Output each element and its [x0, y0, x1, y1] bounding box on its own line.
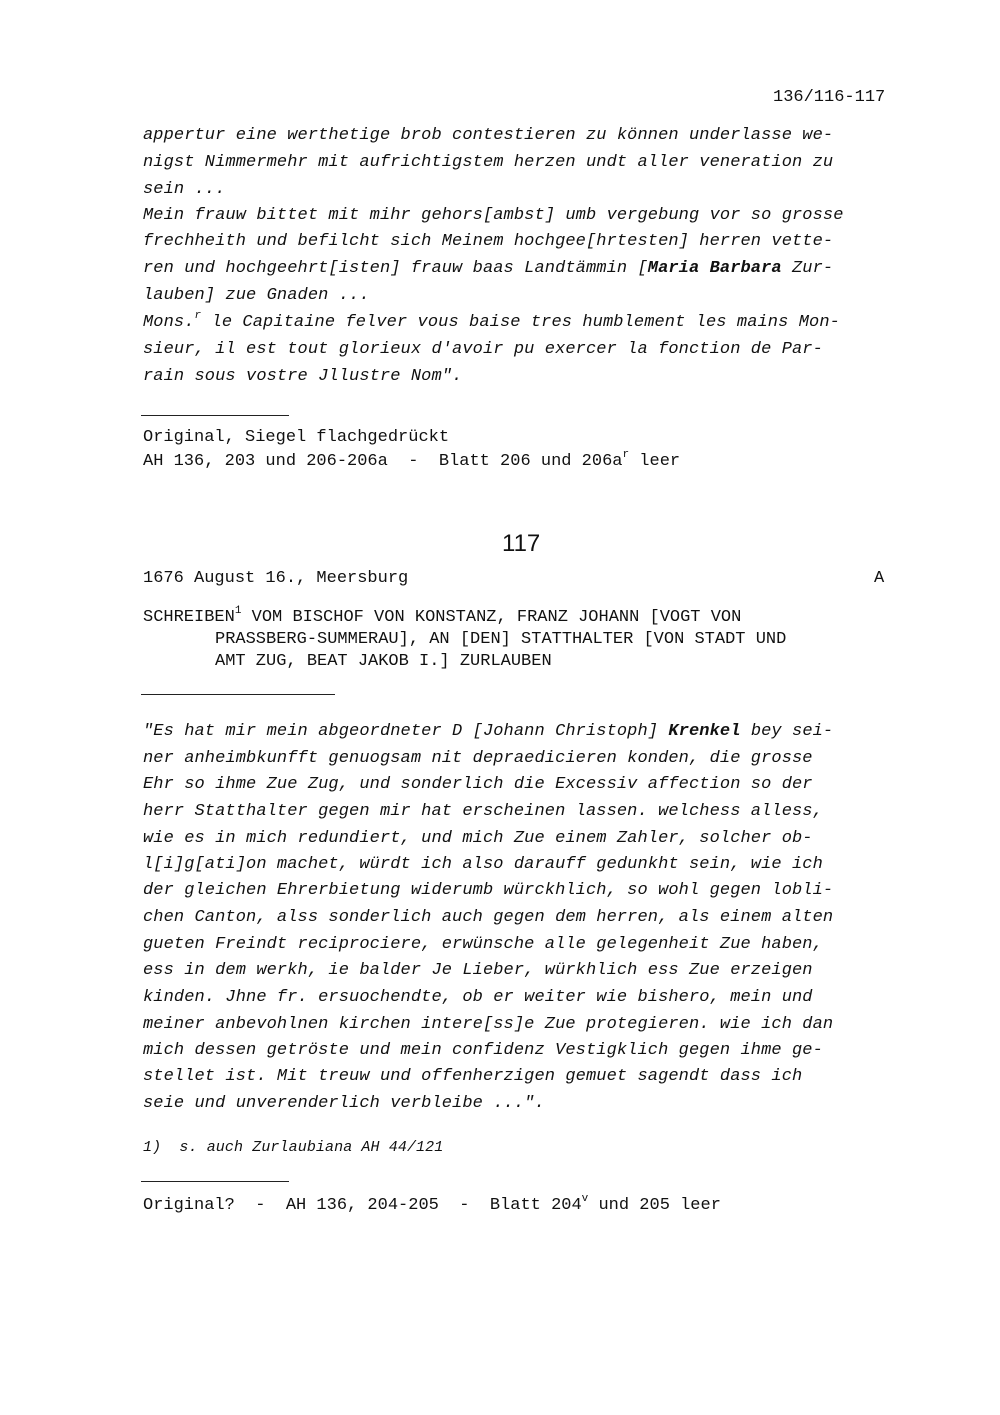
text-line: Mein frauw bittet mit mihr gehors[ambst] umb vergebung vor so grosse	[143, 206, 844, 225]
text-segment: AH 136, 203 und 206-206a - Blatt 206 und 206a	[143, 452, 623, 471]
footnote: 1) s. auch Zurlaubiana AH 44/121	[143, 1139, 444, 1156]
text-segment: "Es hat mir mein abgeordneter D [Johann Christoph]	[143, 722, 669, 741]
document-title-line	[143, 605, 742, 627]
document-category: A	[874, 569, 885, 588]
document-number: 117	[502, 530, 541, 557]
text-segment: VOM BISCHOF VON KONSTANZ, FRANZ JOHANN [VOGT VON	[241, 608, 742, 627]
superscript: r	[622, 449, 630, 461]
text-line: seie und unverenderlich verbleibe ...".	[143, 1094, 545, 1113]
text-line: der gleichen Ehrerbietung widerumb würckhlich, so wohl gegen lobli-	[143, 881, 834, 900]
text-segment: Zur-	[781, 259, 834, 278]
text-line: lauben] zue Gnaden ...	[143, 286, 370, 305]
text-line: gueten Freindt reciprociere, erwünsche alle gelegenheit Zue haben,	[143, 935, 823, 954]
text-line: ess in dem werkh, ie balder Je Lieber, würkhlich ess Zue erzeigen	[143, 961, 813, 980]
text-line	[143, 310, 840, 332]
text-line	[143, 722, 833, 741]
separator-rule	[141, 1181, 289, 1182]
text-line: herr Statthalter gegen mir hat erscheinen lassen. welchess alless,	[143, 802, 823, 821]
text-line: sieur, il est tout glorieux d'avoir pu exercer la fonction de Par-	[143, 340, 823, 359]
text-line: rain sous vostre Jllustre Nom".	[143, 367, 463, 386]
text-segment: Mons.	[143, 313, 195, 332]
separator-rule	[141, 694, 335, 695]
separator-rule	[141, 415, 289, 416]
text-line: mich dessen getröste und mein confidenz Vestigklich gegen ihme ge-	[143, 1041, 823, 1060]
superscript: r	[194, 310, 202, 322]
document-title-line: PRASSBERG-SUMMERAU], AN [DEN] STATTHALTER [VON STADT UND	[215, 630, 787, 649]
text-line: nigst Nimmermehr mit aufrichtigstem herzen undt aller veneration zu	[143, 153, 834, 172]
text-line: chen Canton, alss sonderlich auch gegen dem herren, als einem alten	[143, 908, 834, 927]
text-segment: Original? - AH 136, 204-205 - Blatt 204	[143, 1196, 582, 1215]
text-line: stellet ist. Mit treuw und offenherzigen gemuet sagendt dass ich	[143, 1067, 803, 1086]
person-name: Krenkel	[668, 722, 741, 741]
text-segment: leer	[629, 452, 681, 471]
text-segment: und 205 leer	[588, 1196, 721, 1215]
text-line: frechheith und befilcht sich Meinem hochgee[hrtesten] herren vette-	[143, 232, 834, 251]
text-segment: ren und hochgeehrt[isten] frauw baas Landtämmin [	[143, 259, 648, 278]
text-line: sein ...	[143, 180, 226, 199]
text-segment: bey sei-	[740, 722, 834, 741]
text-segment: SCHREIBEN	[143, 608, 235, 627]
superscript: v	[581, 1193, 589, 1205]
text-segment: le Capitaine felver vous baise tres humblement les mains Mon-	[201, 313, 840, 332]
text-line: appertur eine werthetige brob contestieren zu können underlasse we-	[143, 126, 834, 145]
text-line: ner anheimbkunfft genuogsam nit depraedicieren konden, die grosse	[143, 749, 813, 768]
source-reference	[143, 1193, 721, 1215]
date-place: 1676 August 16., Meersburg	[143, 569, 409, 588]
text-line: kinden. Jhne fr. ersuochendte, ob er weiter wie bishero, mein und	[143, 988, 813, 1007]
text-line: l[i]g[ati]on machet, würdt ich also darauff gedunkht sein, wie ich	[143, 855, 823, 874]
original-note: Original, Siegel flachgedrückt	[143, 428, 450, 447]
person-name: Maria Barbara	[647, 259, 782, 278]
archive-reference	[143, 449, 681, 471]
page-reference: 136/116-117	[773, 88, 886, 107]
document-title-line: AMT ZUG, BEAT JAKOB I.] ZURLAUBEN	[215, 652, 552, 671]
text-line: meiner anbevohlnen kirchen intere[ss]e Zue protegieren. wie ich dan	[143, 1015, 834, 1034]
text-line: wie es in mich redundiert, und mich Zue einem Zahler, solcher ob-	[143, 829, 813, 848]
text-line	[143, 259, 833, 278]
footnote-marker: 1	[234, 605, 242, 617]
text-line: Ehr so ihme Zue Zug, und sonderlich die Excessiv affection so der	[143, 775, 813, 794]
